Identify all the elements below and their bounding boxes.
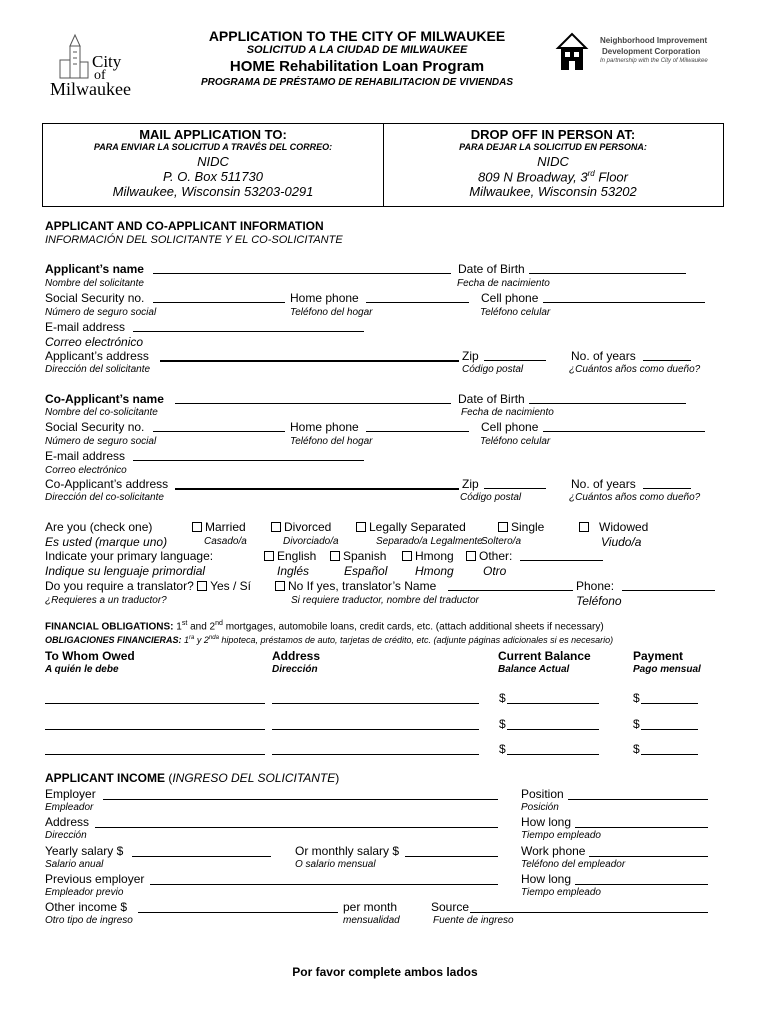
checkbox-icon[interactable]	[356, 522, 366, 532]
mail-heading: MAIL APPLICATION TO:	[139, 127, 287, 142]
col-address-es: Dirección	[272, 664, 318, 675]
monthly-salary-field[interactable]	[405, 856, 498, 857]
page-title: APPLICATION TO THE CITY OF MILWAUKEE	[208, 28, 506, 44]
source-label: Source	[431, 900, 470, 914]
yearly-salary-label: Yearly salary $	[45, 844, 124, 858]
applicant-address-field[interactable]	[160, 360, 459, 362]
coapplicant-email-es: Correo electrónico	[45, 465, 127, 476]
other-language-checkbox[interactable]: Other:	[466, 549, 512, 563]
owed-field[interactable]	[45, 703, 265, 704]
coapplicant-ssn-label: Social Security no.	[45, 420, 145, 434]
checkbox-icon[interactable]	[498, 522, 508, 532]
how-long-2-field[interactable]	[575, 884, 708, 885]
drop-heading-es: PARA DEJAR LA SOLICITUD EN PERSONA:	[459, 142, 647, 152]
position-field[interactable]	[568, 799, 708, 800]
previous-employer-label: Previous employer	[45, 872, 145, 886]
mail-line2: Milwaukee, Wisconsin 53203-0291	[112, 184, 314, 199]
yearly-salary-es: Salario anual	[45, 859, 104, 870]
applicant-home-field[interactable]	[366, 302, 469, 303]
col-address: Address	[272, 649, 321, 663]
coapplicant-years-field[interactable]	[643, 488, 691, 489]
source-es: Fuente de ingreso	[433, 915, 514, 926]
translator-phone-es: Teléfono	[576, 594, 622, 608]
applicant-name-es: Nombre del solicitante	[45, 278, 144, 289]
checkbox-icon[interactable]	[466, 551, 476, 561]
page-subtitle-es: SOLICITUD A LA CIUDAD DE MILWAUKEE	[246, 44, 468, 56]
checkbox-icon[interactable]	[330, 551, 340, 561]
program-title-es: PROGRAMA DE PRÉSTAMO DE REHABILITACION DE VIVIENDAS	[200, 77, 514, 88]
applicant-email-field[interactable]	[133, 331, 364, 332]
col-payment: Payment	[633, 649, 684, 663]
address-box	[42, 123, 724, 207]
applicant-cell-label: Cell phone	[481, 291, 539, 305]
payment-dollar: $	[633, 717, 640, 731]
col-balance: Current Balance	[498, 649, 591, 663]
applicant-dob-es: Fecha de nacimiento	[457, 278, 550, 289]
coapplicant-zip-es: Código postal	[460, 492, 522, 503]
coapplicant-home-label: Home phone	[290, 420, 359, 434]
coapplicant-home-es: Teléfono del hogar	[290, 436, 373, 447]
coapplicant-email-label: E-mail address	[45, 449, 126, 463]
col-to-whom-es: A quién le debe	[45, 664, 119, 675]
language-question-es: Indique su lenguaje primordial	[45, 564, 206, 578]
nidc-line1: Neighborhood Improvement	[600, 36, 708, 45]
checkbox-icon[interactable]	[275, 581, 285, 591]
nidc-line3: In partnership with the City of Milwaukee	[600, 58, 708, 64]
applicant-years-es: ¿Cuántos años como dueño?	[569, 364, 701, 375]
col-to-whom: To Whom Owed	[45, 649, 135, 663]
applicant-ssn-label: Social Security no.	[45, 291, 145, 305]
coapplicant-dob-label: Date of Birth	[458, 392, 525, 406]
translator-name-field[interactable]	[448, 590, 573, 591]
coapplicant-address-label: Co-Applicant’s address	[45, 477, 169, 491]
previous-employer-field[interactable]	[150, 884, 498, 885]
checkbox-icon[interactable]	[402, 551, 412, 561]
payment-field[interactable]	[641, 754, 698, 755]
how-long-1-es: Tiempo empleado	[521, 830, 601, 841]
applicant-zip-es: Código postal	[462, 364, 524, 375]
work-phone-label: Work phone	[521, 844, 586, 858]
hmong-es: Hmong	[415, 564, 454, 578]
language-question: Indicate your primary language:	[45, 549, 214, 563]
coapplicant-zip-label: Zip	[462, 477, 479, 491]
applicant-cell-es: Teléfono celular	[480, 307, 551, 318]
coapplicant-name-field[interactable]	[175, 403, 451, 404]
marital-question-es: Es usted (marque uno)	[45, 535, 168, 549]
other-income-field[interactable]	[138, 912, 338, 913]
drop-org: NIDC	[537, 154, 569, 169]
applicant-home-es: Teléfono del hogar	[290, 307, 373, 318]
coapplicant-dob-es: Fecha de nacimiento	[461, 407, 554, 418]
married-es: Casado/a	[204, 536, 247, 547]
applicant-name-label: Applicant’s name	[45, 262, 144, 276]
yearly-salary-field[interactable]	[132, 856, 271, 857]
monthly-salary-es: O salario mensual	[295, 859, 376, 870]
employer-field[interactable]	[103, 799, 498, 800]
translator-name-es: Si requiere traductor, nombre del traductor	[291, 595, 479, 606]
nidc-logo	[552, 30, 722, 74]
drop-heading: DROP OFF IN PERSON AT:	[470, 127, 636, 142]
applicant-address-label: Applicant’s address	[45, 349, 149, 363]
coapplicant-address-es: Dirección del co-solicitante	[45, 492, 164, 503]
applicant-dob-label: Date of Birth	[458, 262, 525, 276]
address-field[interactable]	[272, 754, 479, 755]
mail-heading-es: PARA ENVIAR LA SOLICITUD A TRAVÉS DEL CORREO:	[93, 142, 333, 152]
coapplicant-cell-es: Teléfono celular	[480, 436, 551, 447]
owed-field[interactable]	[45, 754, 265, 755]
married-checkbox[interactable]: Married	[192, 520, 246, 534]
translator-question: Do you require a translator? Yes / Sí	[45, 579, 252, 593]
coapplicant-zip-field[interactable]	[484, 488, 546, 489]
previous-employer-es: Empleador previo	[45, 887, 124, 898]
applicant-home-label: Home phone	[290, 291, 359, 305]
coapplicant-ssn-field[interactable]	[153, 431, 285, 432]
payment-dollar: $	[633, 742, 640, 756]
info-section-title-es: INFORMACIÓN DEL SOLICITANTE Y EL CO-SOLICITANTE	[45, 234, 343, 246]
checkbox-icon[interactable]	[579, 522, 589, 532]
balance-dollar: $	[499, 691, 506, 705]
logo-milwaukee: Milwaukee	[50, 79, 131, 99]
col-payment-es: Pago mensual	[633, 664, 701, 675]
position-es: Posición	[521, 802, 559, 813]
employer-label: Employer	[45, 787, 96, 801]
payment-field[interactable]	[641, 729, 698, 730]
coapplicant-dob-field[interactable]	[529, 403, 686, 404]
coapplicant-years-es: ¿Cuántos años como dueño?	[569, 492, 701, 503]
widowed-checkbox[interactable]: Widowed	[579, 520, 648, 534]
income-address-field[interactable]	[95, 827, 498, 828]
owed-field[interactable]	[45, 729, 265, 730]
how-long-2-label: How long	[521, 872, 572, 886]
applicant-ssn-es: Número de seguro social	[45, 307, 157, 318]
applicant-name-field[interactable]	[153, 273, 451, 274]
income-address-es: Dirección	[45, 830, 87, 841]
logo-city: City	[92, 52, 122, 71]
applicant-dob-field[interactable]	[529, 273, 686, 274]
hmong-checkbox[interactable]: Hmong	[402, 549, 454, 563]
separated-checkbox[interactable]: Legally Separated	[356, 520, 466, 534]
divorced-checkbox[interactable]: Divorced	[271, 520, 331, 534]
work-phone-es: Teléfono del empleador	[521, 859, 626, 870]
checkbox-icon[interactable]	[271, 522, 281, 532]
single-checkbox[interactable]: Single	[498, 520, 544, 534]
coapplicant-home-field[interactable]	[366, 431, 469, 432]
balance-field[interactable]	[507, 729, 599, 730]
income-address-label: Address	[45, 815, 90, 829]
applicant-email-label: E-mail address	[45, 320, 126, 334]
english-es: Inglés	[277, 564, 310, 578]
spanish-checkbox[interactable]: Spanish	[330, 549, 386, 563]
mail-org: NIDC	[197, 154, 229, 169]
balance-field[interactable]	[507, 754, 599, 755]
single-es: Soltero/a	[481, 536, 522, 547]
drop-line2: Milwaukee, Wisconsin 53202	[469, 184, 637, 200]
english-checkbox[interactable]: English	[264, 549, 316, 563]
mail-line1: P. O. Box 511730	[163, 169, 263, 184]
applicant-years-field[interactable]	[643, 360, 691, 361]
financial-header: FINANCIAL OBLIGATIONS: 1st and 2nd mortgages, automobile loans, credit cards, etc. (attach additional sheets if necessary)	[45, 620, 604, 633]
per-month-es: mensualidad	[343, 915, 400, 926]
widowed-es: Viudo/a	[601, 535, 642, 549]
per-month-label: per month	[343, 900, 398, 914]
other-es: Otro	[483, 564, 507, 578]
nidc-line2: Development Corporation	[602, 47, 701, 56]
applicant-ssn-field[interactable]	[153, 302, 285, 303]
logo-of: of	[94, 68, 106, 83]
work-phone-field[interactable]	[589, 856, 708, 857]
drop-line1: 809 N Broadway, 3rd Floor	[478, 169, 628, 185]
program-title: HOME Rehabilitation Loan Program	[229, 58, 485, 75]
monthly-salary-label: Or monthly salary $	[295, 844, 400, 858]
yes-checkbox-icon[interactable]	[197, 581, 207, 591]
applicant-email-es: Correo electrónico	[45, 335, 144, 349]
divorced-es: Divorciado/a	[283, 536, 339, 547]
applicant-zip-label: Zip	[462, 349, 479, 363]
other-language-field[interactable]	[520, 560, 603, 561]
how-long-1-field[interactable]	[575, 827, 708, 828]
balance-dollar: $	[499, 717, 506, 731]
how-long-2-es: Tiempo empleado	[521, 887, 601, 898]
checkbox-icon[interactable]	[264, 551, 274, 561]
employer-es: Empleador	[45, 802, 94, 813]
applicant-address-es: Dirección del solicitante	[45, 364, 151, 375]
payment-field[interactable]	[641, 703, 698, 704]
other-income-label: Other income $	[45, 900, 128, 914]
translator-no-checkbox[interactable]: No If yes, translator’s Name	[275, 579, 436, 593]
balance-dollar: $	[499, 742, 506, 756]
separated-es: Separado/a Legalmente	[376, 536, 483, 547]
info-section-title: APPLICANT AND CO-APPLICANT INFORMATION	[45, 219, 324, 233]
marital-question: Are you (check one)	[45, 520, 153, 534]
coapplicant-address-field[interactable]	[175, 488, 459, 490]
applicant-zip-field[interactable]	[484, 360, 546, 361]
address-field[interactable]	[272, 703, 479, 704]
checkbox-icon[interactable]	[192, 522, 202, 532]
position-label: Position	[521, 787, 564, 801]
income-title: APPLICANT INCOME (INGRESO DEL SOLICITANTE)	[45, 771, 340, 785]
footer-note: Por favor complete ambos lados	[292, 965, 478, 979]
how-long-1-label: How long	[521, 815, 572, 829]
coapplicant-cell-label: Cell phone	[481, 420, 539, 434]
translator-phone-label: Phone:	[576, 579, 615, 593]
address-field[interactable]	[272, 729, 479, 730]
spanish-es: Español	[344, 564, 388, 578]
other-income-es: Otro tipo de ingreso	[45, 915, 133, 926]
house-icon	[552, 30, 592, 74]
coapplicant-ssn-es: Número de seguro social	[45, 436, 157, 447]
payment-dollar: $	[633, 691, 640, 705]
coapplicant-email-field[interactable]	[133, 460, 364, 461]
coapplicant-years-label: No. of years	[571, 477, 636, 491]
translator-phone-field[interactable]	[622, 590, 715, 591]
coapplicant-cell-field[interactable]	[543, 431, 705, 432]
financial-header-es: OBLIGACIONES FINANCIERAS: $1^{ra}$ y $2^{nda}$ hipoteca, préstamos de auto, tarjetas de crédito, etc. (adjunte páginas adicionales si es necesario)	[45, 635, 614, 645]
coapplicant-name-label: Co-Applicant’s name	[45, 392, 164, 406]
applicant-cell-field[interactable]	[543, 302, 705, 303]
translator-question-es: ¿Requieres a un traductor?	[45, 595, 167, 606]
applicant-years-label: No. of years	[571, 349, 636, 363]
coapplicant-name-es: Nombre del co-solicitante	[45, 407, 158, 418]
balance-field[interactable]	[507, 703, 599, 704]
source-field[interactable]	[470, 912, 708, 913]
col-balance-es: Balance Actual	[498, 664, 570, 675]
